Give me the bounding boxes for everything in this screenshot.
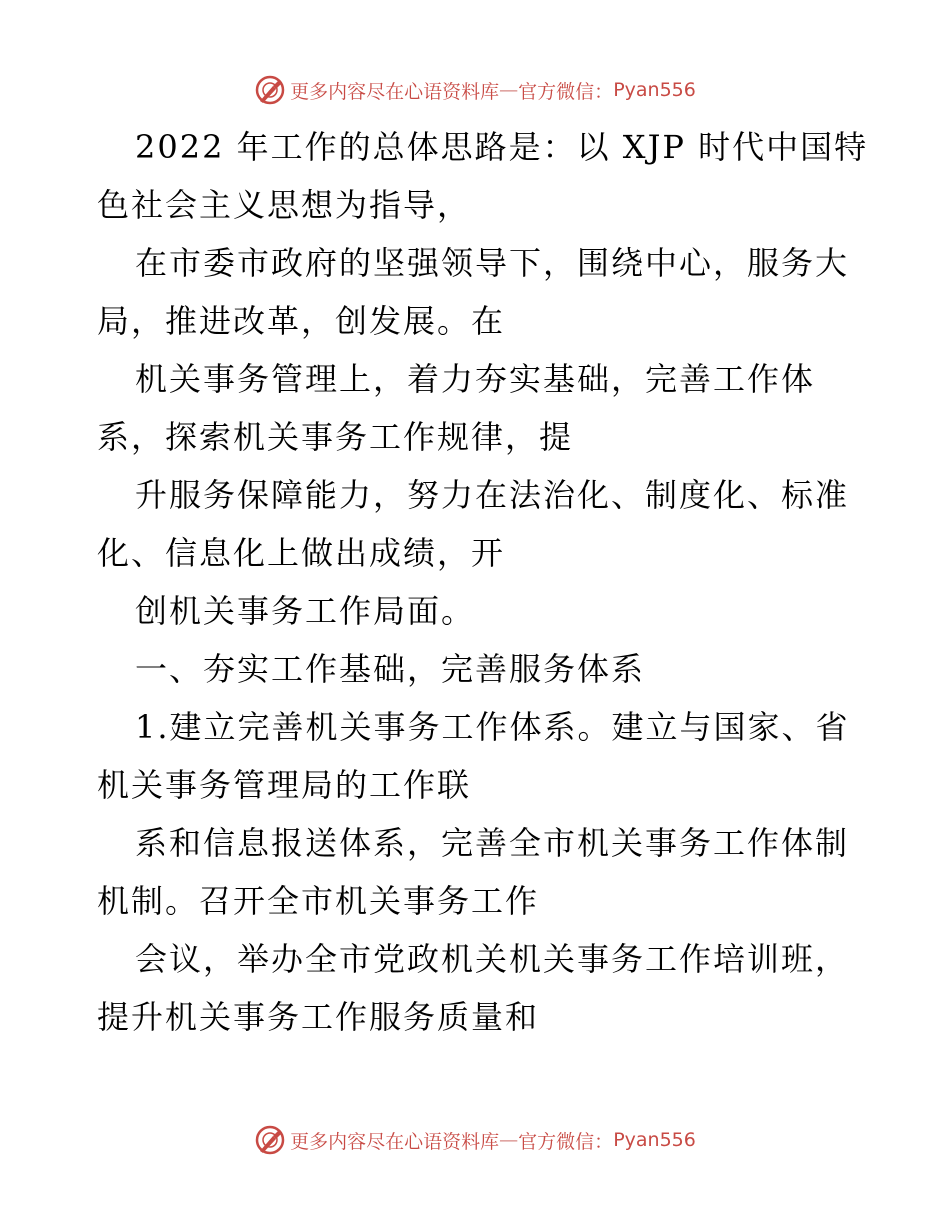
text-line: 化、信息化上做出成绩，开 <box>97 534 506 572</box>
section-heading: 一、夯实工作基础，完善服务体系 <box>135 650 646 688</box>
text-line: 机制。召开全市机关事务工作 <box>97 882 540 920</box>
text-line: 机关事务管理局的工作联 <box>97 766 472 804</box>
text-line: 创机关事务工作局面。 <box>135 592 476 630</box>
text-line: 机关事务管理上，着力夯实基础，完善工作体 <box>135 360 816 398</box>
text-line: 在市委市政府的坚强领导下，围绕中心，服务大 <box>135 244 850 282</box>
banner-dash: — <box>499 1129 519 1151</box>
text-line: 升服务保障能力，努力在法治化、制度化、标准 <box>135 476 850 514</box>
banner-account: Pyan556 <box>613 79 696 101</box>
header-banner <box>0 70 950 110</box>
banner-brand-text: 更多内容尽在心语资料库 <box>290 80 500 103</box>
text-line: 提升机关事务工作服务质量和 <box>97 998 540 1036</box>
document-body <box>97 118 869 1046</box>
text-line: 色社会主义思想为指导， <box>97 186 472 224</box>
text-line: 会议，举办全市党政机关机关事务工作培训班， <box>135 940 850 978</box>
text-line: 局，推进改革，创发展。在 <box>97 302 506 340</box>
text-line: 系和信息报送体系，完善全市机关事务工作体制 <box>135 824 850 862</box>
banner-wechat-label: 官方微信： <box>518 80 614 103</box>
pen-logo-icon <box>254 1124 286 1156</box>
text-line: 2022 年工作的总体思路是：以 XJP 时代中国特 <box>135 128 869 166</box>
text-line: 系，探索机关事务工作规律，提 <box>97 418 574 456</box>
banner-dash: — <box>499 79 519 101</box>
pen-logo-icon <box>254 74 286 106</box>
banner-wechat-label: 官方微信： <box>518 1130 614 1153</box>
text-line: 1.建立完善机关事务工作体系。建立与国家、省 <box>135 708 850 746</box>
footer-banner <box>0 1120 950 1160</box>
banner-brand-text: 更多内容尽在心语资料库 <box>290 1130 500 1153</box>
banner-account: Pyan556 <box>613 1129 696 1151</box>
